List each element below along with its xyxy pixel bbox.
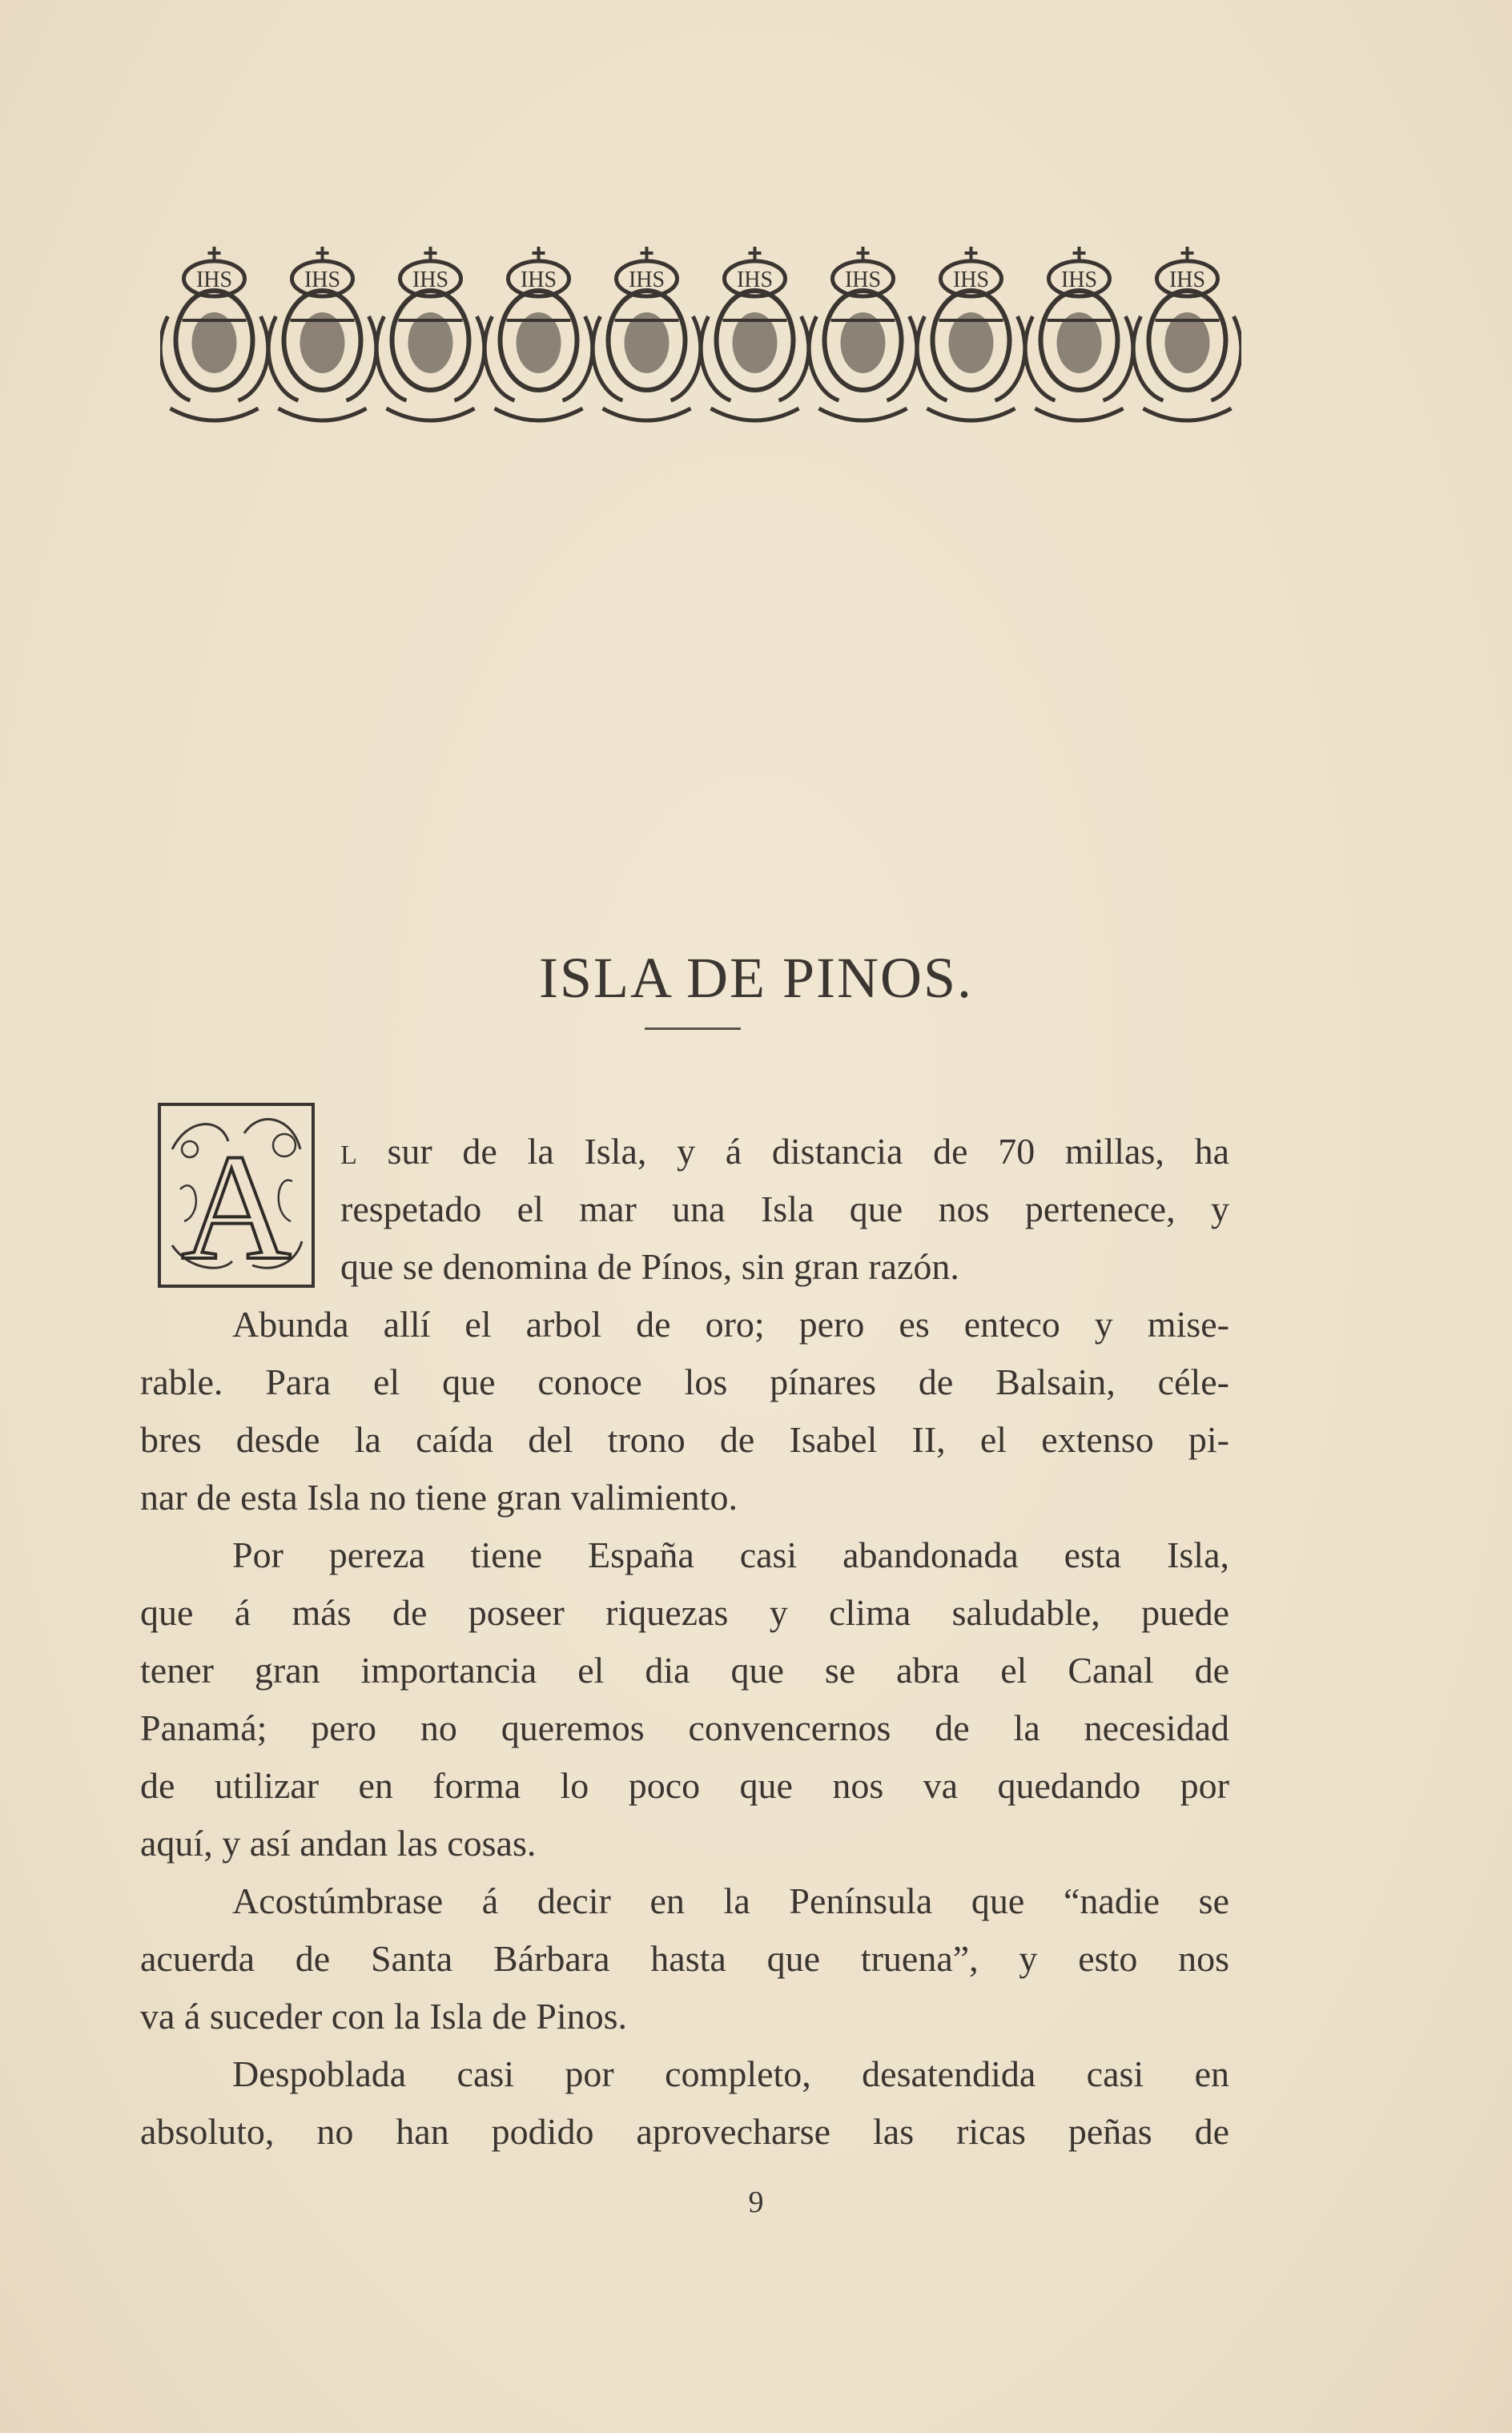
svg-text:IHS: IHS [412, 267, 449, 292]
text-line: Panamá; pero no queremos convencernos de la necesidad [140, 1707, 1229, 1748]
page-title: ISLA DE PINOS. [538, 946, 974, 1010]
title-rule [645, 1027, 741, 1030]
svg-text:IHS: IHS [1060, 267, 1098, 292]
text-line: acuerda de Santa Bárbara hasta que truena”, y esto nos [140, 1938, 1229, 1979]
page-number: 9 [748, 2186, 764, 2219]
text-line: rable. Para el que conoce los pínares de Balsain, céle- [140, 1361, 1229, 1402]
decorative-initial-a-icon [156, 1101, 316, 1289]
text-line: bres desde la caída del trono de Isabel II, el extenso pi- [140, 1419, 1229, 1460]
svg-text:IHS: IHS [628, 267, 666, 292]
fleuron-unit [593, 247, 701, 420]
opening-line-text: sur de la Isla, y á distancia de 70 millas, ha [356, 1131, 1229, 1172]
svg-text:IHS: IHS [1168, 267, 1206, 292]
svg-text:IHS: IHS [736, 267, 774, 292]
dropcap-letter: A [181, 1124, 292, 1289]
text-line: Por pereza tiene España casi abandonada esta Isla, [232, 1534, 1229, 1575]
text-line: nar de esta Isla no tiene gran valimiento. [140, 1477, 738, 1518]
fleuron-unit [160, 247, 268, 420]
text-line: va á suceder con la Isla de Pinos. [140, 1996, 628, 2037]
text-line: absoluto, no han podido aprovecharse las ricas peñas de [140, 2111, 1229, 2152]
fleuron-unit [701, 247, 809, 420]
head-ornament-band [160, 240, 1241, 424]
opening-lines [340, 1123, 1229, 1296]
svg-text:IHS: IHS [952, 267, 990, 292]
fleuron-unit [268, 247, 376, 420]
fleuron-unit [809, 247, 917, 420]
fleuron-unit [376, 247, 485, 420]
svg-text:IHS: IHS [195, 267, 233, 292]
opening-line [340, 1123, 1229, 1180]
small-cap: L [340, 1140, 357, 1170]
fleuron-unit [917, 247, 1025, 420]
text-line: de utilizar en forma lo poco que nos va quedando por [140, 1765, 1229, 1806]
text-line: Abunda allí el arbol de oro; pero es enteco y mise- [232, 1304, 1229, 1345]
opening-line-text: respetado el mar una Isla que nos pertenece, y [340, 1188, 1229, 1229]
fleuron-unit [485, 247, 593, 420]
opening-line [340, 1238, 1229, 1296]
fleuron-unit [1133, 247, 1241, 420]
text-line: aquí, y así andan las cosas. [140, 1823, 537, 1864]
opening-line-text: que se denomina de Pínos, sin gran razón. [340, 1246, 959, 1287]
fleuron-unit [1025, 247, 1133, 420]
fleuron-head-ornament-icon [160, 247, 1241, 420]
text-line: tener gran importancia el dia que se abra el Canal de [140, 1650, 1229, 1691]
text-line: Acostúmbrase á decir en la Península que “nadie se [232, 1880, 1229, 1921]
opening-line [340, 1180, 1229, 1238]
text-line: Despoblada casi por completo, desatendida casi en [232, 2053, 1229, 2094]
text-line: que á más de poseer riquezas y clima saludable, puede [140, 1592, 1229, 1633]
svg-text:IHS: IHS [844, 267, 882, 292]
svg-text:IHS: IHS [520, 267, 557, 292]
body-text [140, 1296, 1229, 2161]
svg-text:IHS: IHS [304, 267, 341, 292]
